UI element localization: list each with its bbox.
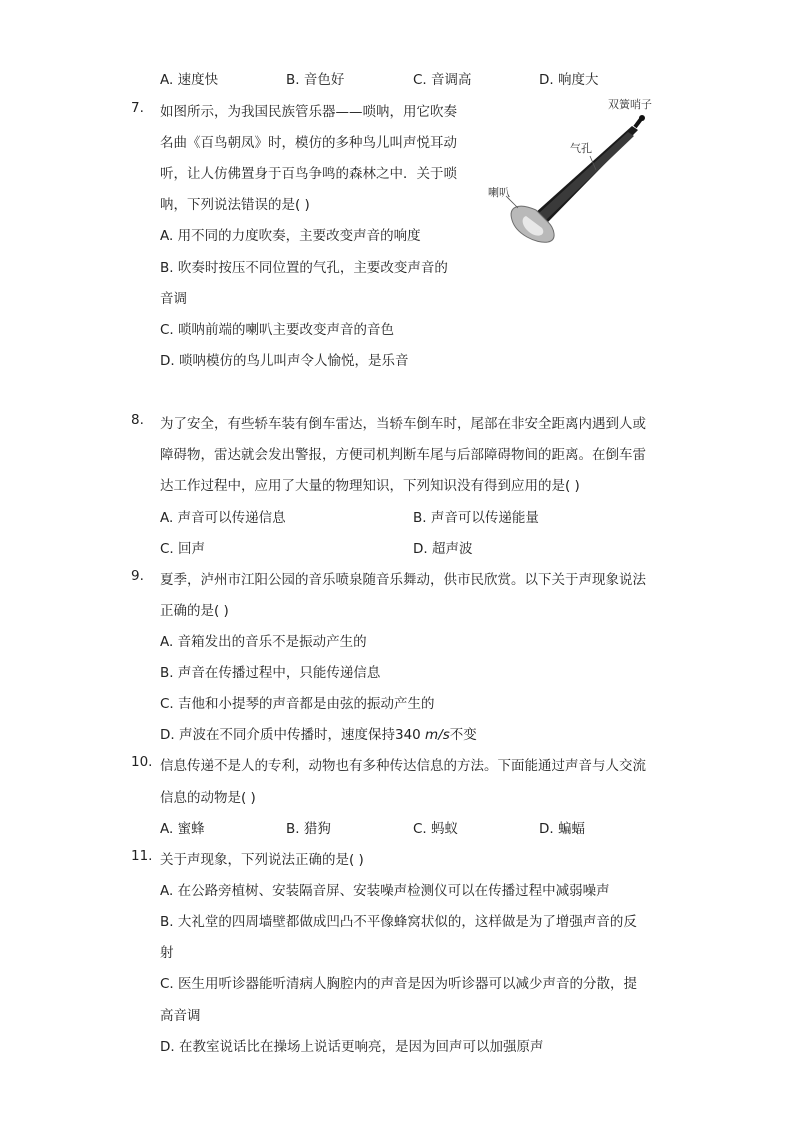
suona-illustration [478, 92, 668, 262]
q6-option-b: B. 音色好 [286, 72, 345, 88]
option-b-continued: 音调 [160, 291, 187, 307]
option-a: A. 在公路旁植树、安装隔音屏、安装噪声检测仪可以在传播过程中减弱噪声 [160, 883, 610, 899]
question-text-line: 正确的是( ) [160, 603, 229, 619]
question-text-line: 关于声现象，下列说法正确的是( ) [160, 852, 364, 868]
option-a: A. 蜜蜂 [160, 821, 205, 837]
option-d: D. 唢呐模仿的鸟儿叫声令人愉悦，是乐音 [160, 353, 409, 369]
option-c: C. 医生用听诊器能听清病人胸腔内的声音是因为听诊器可以减少声音的分散，提 [160, 976, 638, 992]
question-number: 11. [131, 848, 153, 864]
q6-option-c: C. 音调高 [413, 72, 472, 88]
option-b: B. 吹奏时按压不同位置的气孔，主要改变声音的 [160, 260, 448, 276]
option-d-text: D. 声波在不同介质中传播时，速度保持340 [160, 727, 426, 743]
label-hole: 气孔 [570, 142, 592, 155]
q6-option-a: A. 速度快 [160, 72, 219, 88]
option-b: B. 猎狗 [286, 821, 331, 837]
option-a: A. 用不同的力度吹奏，主要改变声音的响度 [160, 228, 421, 244]
option-d [160, 723, 477, 743]
question-text-line: 听，让人仿佛置身于百鸟争鸣的森林之中．关于唢 [160, 166, 457, 182]
question-text-line: 呐，下列说法错误的是( ) [160, 197, 310, 213]
option-a: A. 音箱发出的音乐不是振动产生的 [160, 634, 367, 650]
question-number: 8. [131, 412, 144, 428]
option-a: A. 声音可以传递信息 [160, 510, 286, 526]
question-text-line: 信息传递不是人的专利，动物也有多种传达信息的方法。下面能通过声音与人交流 [160, 758, 646, 774]
option-c: C. 吉他和小提琴的声音都是由弦的振动产生的 [160, 696, 435, 712]
option-d-tail: 不变 [449, 727, 477, 743]
question-text-line: 为了安全，有些轿车装有倒车雷达，当轿车倒车时，尾部在非安全距离内遇到人或 [160, 416, 646, 432]
option-b: B. 声音可以传递能量 [413, 510, 539, 526]
suona-figure [478, 92, 668, 262]
question-text-line: 信息的动物是( ) [160, 790, 256, 806]
option-b: B. 大礼堂的四周墙壁都做成凹凸不平像蜂窝状似的，这样做是为了增强声音的反 [160, 914, 637, 930]
question-text-line: 障碍物，雷达就会发出警报，方便司机判断车尾与后部障碍物间的距离。在倒车雷 [160, 447, 646, 463]
option-b-continued: 射 [160, 945, 174, 961]
label-reed: 双簧哨子 [608, 98, 652, 111]
question-number: 10. [131, 754, 153, 770]
option-d: D. 在教室说话比在操场上说话更响亮，是因为回声可以加强原声 [160, 1039, 544, 1055]
option-c: C. 回声 [160, 541, 206, 557]
question-text-line: 达工作过程中，应用了大量的物理知识，下列知识没有得到应用的是( ) [160, 478, 580, 494]
label-horn: 喇叭 [488, 186, 510, 199]
option-b: B. 声音在传播过程中，只能传递信息 [160, 665, 381, 681]
option-c-continued: 高音调 [160, 1008, 201, 1024]
option-c: C. 蚂蚁 [413, 821, 459, 837]
question-text-line: 夏季，泸州市江阳公园的音乐喷泉随音乐舞动，供市民欣赏。以下关于声现象说法 [160, 572, 646, 588]
q6-option-d: D. 响度大 [539, 72, 599, 88]
question-number: 7. [131, 100, 144, 116]
option-d: D. 蝙蝠 [539, 821, 585, 837]
option-c: C. 唢呐前端的喇叭主要改变声音的音色 [160, 322, 395, 338]
speed-unit: m/s [425, 727, 450, 743]
option-d: D. 超声波 [413, 541, 473, 557]
question-text-line: 名曲《百鸟朝凤》时，模仿的多种鸟儿叫声悦耳动 [160, 135, 457, 151]
question-number: 9. [131, 568, 144, 584]
question-text-line: 如图所示，为我国民族管乐器——唢呐，用它吹奏 [160, 104, 457, 120]
